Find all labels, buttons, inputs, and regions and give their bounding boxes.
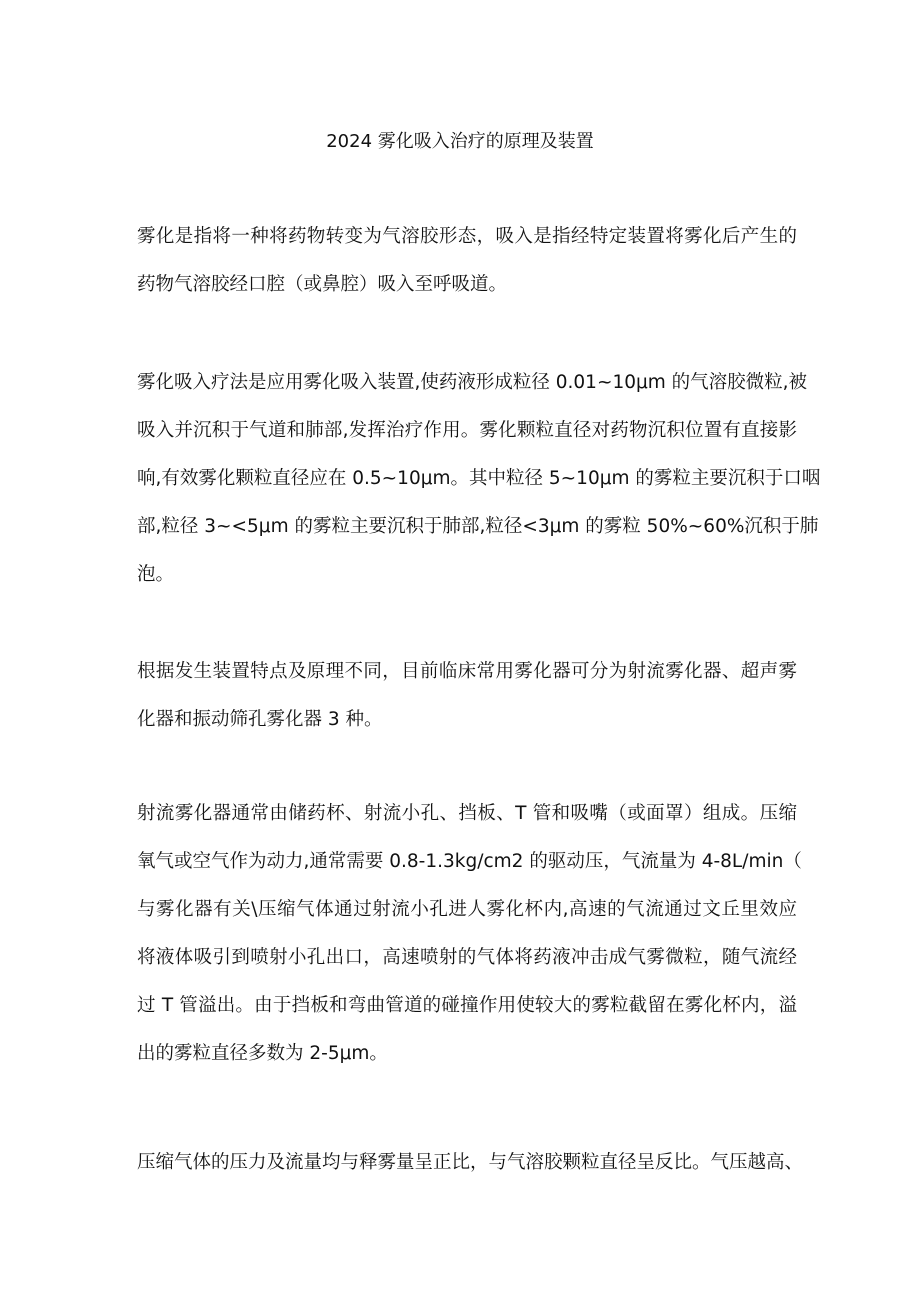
paragraph-line: 压缩气体的压力及流量均与释雾量呈正比，与气溶胶颗粒直径呈反比。气压越高、 — [137, 1152, 804, 1173]
paragraph-line: 氧气或空气作为动力,通常需要 0.8-1.3kg∕cm2 的驱动压，气流量为 4-8L∕min（ — [137, 851, 802, 872]
paragraph-line: 雾化吸入疗法是应用雾化吸入装置,使药液形成粒径 0.01~10μm 的气溶胶微粒,被 — [137, 372, 808, 393]
paragraph-line: 雾化是指将一种将药物转变为气溶胶形态，吸入是指经特定装置将雾化后产生的 — [137, 226, 797, 247]
paragraph-line: 化器和振动筛孔雾化器 3 种。 — [137, 709, 383, 730]
document-title: 2024 雾化吸入治疗的原理及装置 — [326, 131, 594, 152]
paragraph-line: 吸入并沉积于气道和肺部,发挥治疗作用。雾化颗粒直径对药物沉积位置有直接影 — [137, 420, 797, 441]
paragraph-line: 部,粒径 3~<5μm 的雾粒主要沉积于肺部,粒径<3μm 的雾粒 50%~60%沉积于肺 — [137, 516, 819, 537]
paragraph-line: 泡。 — [137, 564, 175, 585]
paragraph-definition — [137, 213, 797, 309]
paragraph-line: 与雾化器有关\压缩气体通过射流小孔进人雾化杯内,高速的气流通过文丘里效应 — [137, 899, 797, 920]
paragraph-line: 根据发生装置特点及原理不同，目前临床常用雾化器可分为射流雾化器、超声雾 — [137, 661, 797, 682]
paragraph-line: 响,有效雾化颗粒直径应在 0.5~10μm。其中粒径 5~10μm 的雾粒主要沉积于口咽 — [137, 468, 821, 489]
paragraph-therapy — [137, 359, 821, 599]
paragraph-jet-nebulizer — [137, 790, 802, 1078]
paragraph-pressure — [137, 1139, 804, 1187]
paragraph-line: 药物气溶胶经口腔（或鼻腔）吸入至呼吸道。 — [137, 274, 508, 295]
paragraph-nebulizer-types — [137, 648, 797, 744]
paragraph-line: 将液体吸引到喷射小孔出口，高速喷射的气体将药液冲击成气雾微粒，随气流经 — [137, 947, 797, 968]
paragraph-line: 出的雾粒直径多数为 2-5μm。 — [137, 1043, 388, 1064]
paragraph-line: 过 T 管溢出。由于挡板和弯曲管道的碰撞作用使较大的雾粒截留在雾化杯内，溢 — [137, 995, 797, 1016]
paragraph-line: 射流雾化器通常由储药杯、射流小孔、挡板、T 管和吸嘴（或面罩）组成。压缩 — [137, 803, 797, 824]
